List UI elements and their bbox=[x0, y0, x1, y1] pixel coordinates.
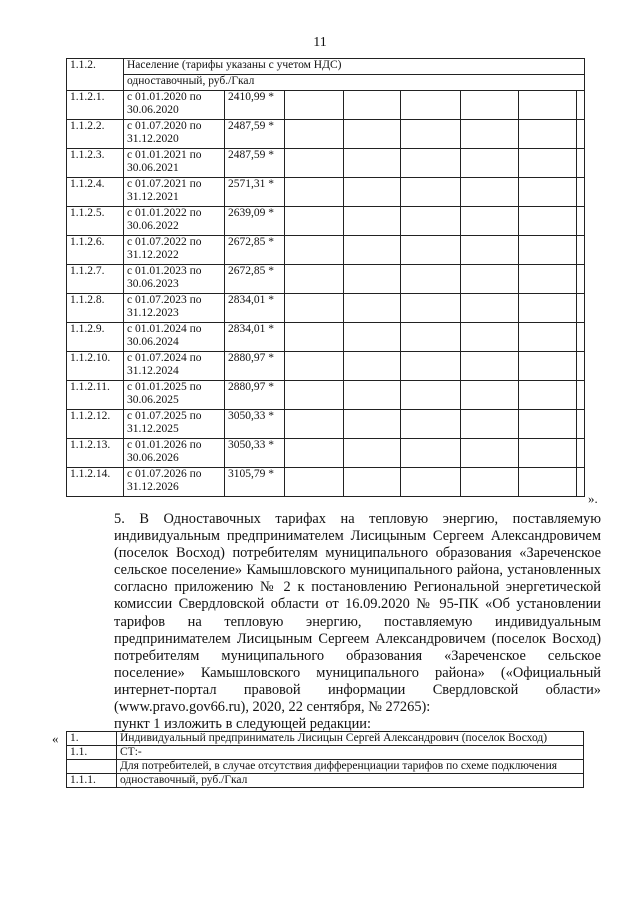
empty-cell bbox=[344, 207, 401, 236]
empty-cell bbox=[344, 120, 401, 149]
empty-cell bbox=[401, 294, 461, 323]
group-label: Население (тарифы указаны с учетом НДС) bbox=[124, 59, 585, 75]
empty-cell bbox=[285, 207, 344, 236]
row-text: Индивидуальный предприниматель Лисицын Сергей Александрович (поселок Восход) bbox=[117, 732, 584, 746]
empty-cell bbox=[519, 207, 577, 236]
empty-cell bbox=[461, 352, 519, 381]
empty-cell bbox=[285, 178, 344, 207]
row-period: с 01.07.2024 по 31.12.2024 bbox=[124, 352, 225, 381]
row-number: 1.1.2.13. bbox=[67, 439, 124, 468]
empty-cell bbox=[577, 352, 585, 381]
empty-cell bbox=[344, 294, 401, 323]
empty-cell bbox=[577, 178, 585, 207]
empty-cell bbox=[401, 468, 461, 497]
empty-cell bbox=[577, 468, 585, 497]
table-row bbox=[67, 236, 585, 265]
empty-cell bbox=[519, 236, 577, 265]
row-price: 2834,01 * bbox=[225, 294, 285, 323]
empty-cell bbox=[519, 294, 577, 323]
tariff-table bbox=[66, 58, 585, 497]
empty-cell bbox=[401, 149, 461, 178]
empty-cell bbox=[461, 178, 519, 207]
empty-cell bbox=[461, 323, 519, 352]
empty-cell bbox=[285, 381, 344, 410]
empty-cell bbox=[344, 323, 401, 352]
group-number: 1.1.2. bbox=[67, 59, 124, 91]
table-header-row bbox=[67, 59, 585, 75]
row-price: 3050,33 * bbox=[225, 439, 285, 468]
empty-cell bbox=[519, 323, 577, 352]
empty-cell bbox=[344, 439, 401, 468]
empty-cell bbox=[519, 265, 577, 294]
table-row bbox=[67, 323, 585, 352]
empty-cell bbox=[285, 410, 344, 439]
empty-cell bbox=[344, 236, 401, 265]
empty-cell bbox=[285, 265, 344, 294]
empty-cell bbox=[461, 439, 519, 468]
row-text: одноставочный, руб./Гкал bbox=[117, 774, 584, 788]
empty-cell bbox=[577, 294, 585, 323]
empty-cell bbox=[401, 236, 461, 265]
table-row bbox=[67, 91, 585, 120]
row-period: с 01.07.2022 по 31.12.2022 bbox=[124, 236, 225, 265]
row-price: 2880,97 * bbox=[225, 381, 285, 410]
empty-cell bbox=[401, 91, 461, 120]
empty-cell bbox=[344, 410, 401, 439]
empty-cell bbox=[461, 149, 519, 178]
empty-cell bbox=[461, 207, 519, 236]
empty-cell bbox=[285, 352, 344, 381]
empty-cell bbox=[461, 236, 519, 265]
empty-cell bbox=[577, 381, 585, 410]
empty-cell bbox=[577, 236, 585, 265]
empty-cell bbox=[577, 91, 585, 120]
row-price: 2487,59 * bbox=[225, 149, 285, 178]
row-price: 3105,79 * bbox=[225, 468, 285, 497]
rate-label: одноставочный, руб./Гкал bbox=[124, 75, 585, 91]
empty-cell bbox=[401, 323, 461, 352]
row-period: с 01.01.2026 по 30.06.2026 bbox=[124, 439, 225, 468]
row-period: с 01.07.2025 по 31.12.2025 bbox=[124, 410, 225, 439]
row-number: 1.1.2.11. bbox=[67, 381, 124, 410]
empty-cell bbox=[344, 352, 401, 381]
row-period: с 01.01.2022 по 30.06.2022 bbox=[124, 207, 225, 236]
empty-cell bbox=[519, 352, 577, 381]
empty-cell bbox=[344, 91, 401, 120]
table-row bbox=[67, 178, 585, 207]
row-number: 1.1.2.7. bbox=[67, 265, 124, 294]
replacement-table bbox=[66, 731, 584, 788]
empty-cell bbox=[519, 410, 577, 439]
table-row bbox=[67, 381, 585, 410]
amendment-instruction: пункт 1 изложить в следующей редакции: bbox=[114, 716, 371, 732]
table-row bbox=[67, 149, 585, 178]
row-price: 2571,31 * bbox=[225, 178, 285, 207]
table-row bbox=[67, 294, 585, 323]
empty-cell bbox=[461, 468, 519, 497]
empty-cell bbox=[519, 120, 577, 149]
row-period: с 01.07.2021 по 31.12.2021 bbox=[124, 178, 225, 207]
empty-cell bbox=[344, 265, 401, 294]
opening-quote: « bbox=[52, 731, 59, 746]
row-text: СТ:- bbox=[117, 746, 584, 760]
empty-cell bbox=[519, 468, 577, 497]
empty-cell bbox=[519, 91, 577, 120]
empty-cell bbox=[401, 207, 461, 236]
empty-cell bbox=[461, 91, 519, 120]
empty-cell bbox=[401, 265, 461, 294]
page-number: 11 bbox=[313, 35, 327, 50]
row-number: 1.1.2.14. bbox=[67, 468, 124, 497]
empty-cell bbox=[401, 439, 461, 468]
row-period: с 01.07.2023 по 31.12.2023 bbox=[124, 294, 225, 323]
table-row bbox=[67, 352, 585, 381]
row-period: с 01.01.2023 по 30.06.2023 bbox=[124, 265, 225, 294]
table-row bbox=[67, 207, 585, 236]
row-number: 1.1.2.3. bbox=[67, 149, 124, 178]
row-period: с 01.07.2026 по 31.12.2026 bbox=[124, 468, 225, 497]
row-price: 2410,99 * bbox=[225, 91, 285, 120]
row-period: с 01.01.2024 по 30.06.2024 bbox=[124, 323, 225, 352]
empty-cell bbox=[401, 352, 461, 381]
empty-cell bbox=[344, 468, 401, 497]
row-price: 2834,01 * bbox=[225, 323, 285, 352]
empty-cell bbox=[461, 265, 519, 294]
table-row bbox=[67, 760, 584, 774]
row-number: 1.1.2.1. bbox=[67, 91, 124, 120]
empty-cell bbox=[285, 120, 344, 149]
empty-cell bbox=[519, 178, 577, 207]
empty-cell bbox=[461, 294, 519, 323]
row-period: с 01.01.2025 по 30.06.2025 bbox=[124, 381, 225, 410]
row-period: с 01.01.2020 по 30.06.2020 bbox=[124, 91, 225, 120]
empty-cell bbox=[577, 410, 585, 439]
table-row bbox=[67, 468, 585, 497]
row-price: 2880,97 * bbox=[225, 352, 285, 381]
empty-cell bbox=[461, 381, 519, 410]
replacement-rows bbox=[67, 732, 584, 788]
empty-cell bbox=[344, 149, 401, 178]
empty-cell bbox=[401, 120, 461, 149]
row-number: 1.1.2.6. bbox=[67, 236, 124, 265]
row-price: 2672,85 * bbox=[225, 265, 285, 294]
row-number: 1.1. bbox=[67, 746, 117, 760]
empty-cell bbox=[344, 381, 401, 410]
empty-cell bbox=[285, 294, 344, 323]
empty-cell bbox=[577, 265, 585, 294]
amendment-paragraph: 5. В Одноставочных тарифах на тепловую энергию, поставляемую индивидуальным предпринимателем Лисицыным Сергеем Александровичем (поселок Восход) потребителям муниципального образования «Зареченское сельское поселение» Камышловского муниципального района, установленных согласно приложению № 2 к постановлению Региональной энергетической комиссии Свердловской области от 16.09.2020 № 95-ПК «Об установлении тарифов на тепловую энергию, поставляемую индивидуальным предпринимателем Лисицыным Сергеем Александровичем (поселок Восход) потребителям муниципального образования «Зареченское сельское поселение» Камышловского муниципального района» («Официальный интернет-портал правовой информации Свердловской области» (www.pravo.gov66.ru), 2020, 22 сентября, № 27265): bbox=[114, 511, 601, 716]
empty-cell bbox=[401, 410, 461, 439]
empty-cell bbox=[519, 149, 577, 178]
table-row bbox=[67, 120, 585, 149]
empty-cell bbox=[519, 381, 577, 410]
row-number: 1.1.2.4. bbox=[67, 178, 124, 207]
empty-cell bbox=[577, 207, 585, 236]
row-period: с 01.01.2021 по 30.06.2021 bbox=[124, 149, 225, 178]
empty-cell bbox=[344, 178, 401, 207]
row-number: 1.1.2.9. bbox=[67, 323, 124, 352]
empty-cell bbox=[577, 149, 585, 178]
row-number: 1.1.2.2. bbox=[67, 120, 124, 149]
table-row bbox=[67, 410, 585, 439]
empty-cell bbox=[519, 439, 577, 468]
table-row bbox=[67, 439, 585, 468]
row-number: 1. bbox=[67, 732, 117, 746]
row-text: Для потребителей, в случае отсутствия дифференциации тарифов по схеме подключения bbox=[117, 760, 584, 774]
empty-cell bbox=[401, 381, 461, 410]
row-price: 3050,33 * bbox=[225, 410, 285, 439]
row-number bbox=[67, 760, 117, 774]
empty-cell bbox=[285, 149, 344, 178]
row-price: 2487,59 * bbox=[225, 120, 285, 149]
row-price: 2639,09 * bbox=[225, 207, 285, 236]
table-row bbox=[67, 746, 584, 760]
row-number: 1.1.2.5. bbox=[67, 207, 124, 236]
empty-cell bbox=[401, 178, 461, 207]
empty-cell bbox=[577, 439, 585, 468]
row-period: с 01.07.2020 по 31.12.2020 bbox=[124, 120, 225, 149]
row-price: 2672,85 * bbox=[225, 236, 285, 265]
empty-cell bbox=[577, 323, 585, 352]
row-number: 1.1.2.12. bbox=[67, 410, 124, 439]
row-number: 1.1.2.10. bbox=[67, 352, 124, 381]
table-row bbox=[67, 732, 584, 746]
empty-cell bbox=[577, 120, 585, 149]
row-number: 1.1.2.8. bbox=[67, 294, 124, 323]
empty-cell bbox=[285, 236, 344, 265]
row-number: 1.1.1. bbox=[67, 774, 117, 788]
empty-cell bbox=[461, 410, 519, 439]
empty-cell bbox=[285, 468, 344, 497]
empty-cell bbox=[285, 323, 344, 352]
rate-label-row bbox=[67, 75, 585, 91]
closing-quote: ». bbox=[588, 491, 598, 506]
empty-cell bbox=[285, 439, 344, 468]
empty-cell bbox=[285, 91, 344, 120]
table-row bbox=[67, 265, 585, 294]
empty-cell bbox=[461, 120, 519, 149]
table-row bbox=[67, 774, 584, 788]
tariff-rows bbox=[67, 91, 585, 497]
